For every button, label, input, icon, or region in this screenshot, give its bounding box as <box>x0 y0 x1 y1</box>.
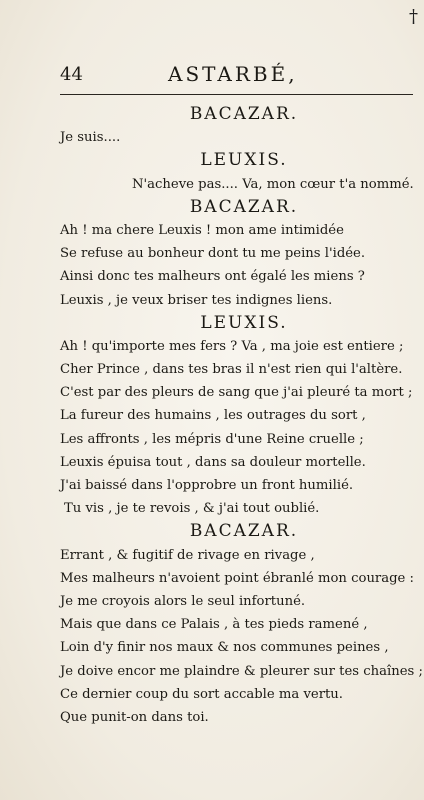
verse-line: Ainsi donc tes malheurs ont égalé les miens ? <box>60 269 365 285</box>
verse-line: Cher Prince , dans tes bras il n'est rien qui l'altère. <box>60 362 403 378</box>
verse-line: Ah ! ma chere Leuxis ! mon ame intimidée <box>60 222 344 238</box>
verse-line: Errant , & fugitif de rivage en rivage , <box>60 547 315 563</box>
speaker-name: BACAZAR. <box>189 521 299 542</box>
verse-line: Je suis.... <box>60 130 121 146</box>
verse-line: Mais que dans ce Palais , à tes pieds ramené , <box>60 617 368 633</box>
page-number: 44 <box>60 64 83 85</box>
speaker-name: BACAZAR. <box>189 196 299 217</box>
verse-line: N'acheve pas.... Va, mon cœur t'a nommé. <box>132 176 414 192</box>
verse-line: Ah ! qu'importe mes fers ? Va , ma joie est entiere ; <box>60 338 404 354</box>
speaker-name: BACAZAR. <box>189 104 299 124</box>
corner-mark: † <box>409 6 418 27</box>
verse-line: Mes malheurs n'avoient point ébranlé mon courage : <box>60 570 414 586</box>
dialogue-text <box>60 103 423 729</box>
speaker-name: LEUXIS. <box>200 312 288 333</box>
verse-line: La fureur des humains , les outrages du sort , <box>60 408 366 424</box>
verse-line: Que punit-on dans toi. <box>60 709 209 725</box>
verse-line: Loin d'y finir nos maux & nos communes peines , <box>60 640 389 656</box>
verse-line: Les affronts , les mépris d'une Reine cruelle ; <box>60 431 364 447</box>
verse-line: Leuxis épuisa tout , dans sa douleur mortelle. <box>60 454 366 470</box>
verse-line: Tu vis , je te revois , & j'ai tout oublié. <box>64 501 320 517</box>
verse-line: Leuxis , je veux briser tes indignes liens. <box>60 292 333 308</box>
verse-line: Je me croyois alors le seul infortuné. <box>60 593 306 609</box>
verse-line: C'est par des pleurs de sang que j'ai pleuré ta mort ; <box>60 385 413 401</box>
running-title: ASTARBÉ, <box>168 62 298 86</box>
page-header <box>60 60 412 90</box>
speaker-name: LEUXIS. <box>200 150 288 171</box>
verse-line: Ce dernier coup du sort accable ma vertu. <box>60 686 343 702</box>
verse-line: Je doive encor me plaindre & pleurer sur tes chaînes ; <box>60 663 423 679</box>
header-rule <box>60 94 413 95</box>
verse-line: Se refuse au bonheur dont tu me peins l'idée. <box>60 246 366 262</box>
verse-line: J'ai baissé dans l'opprobre un front humilié. <box>60 478 354 493</box>
